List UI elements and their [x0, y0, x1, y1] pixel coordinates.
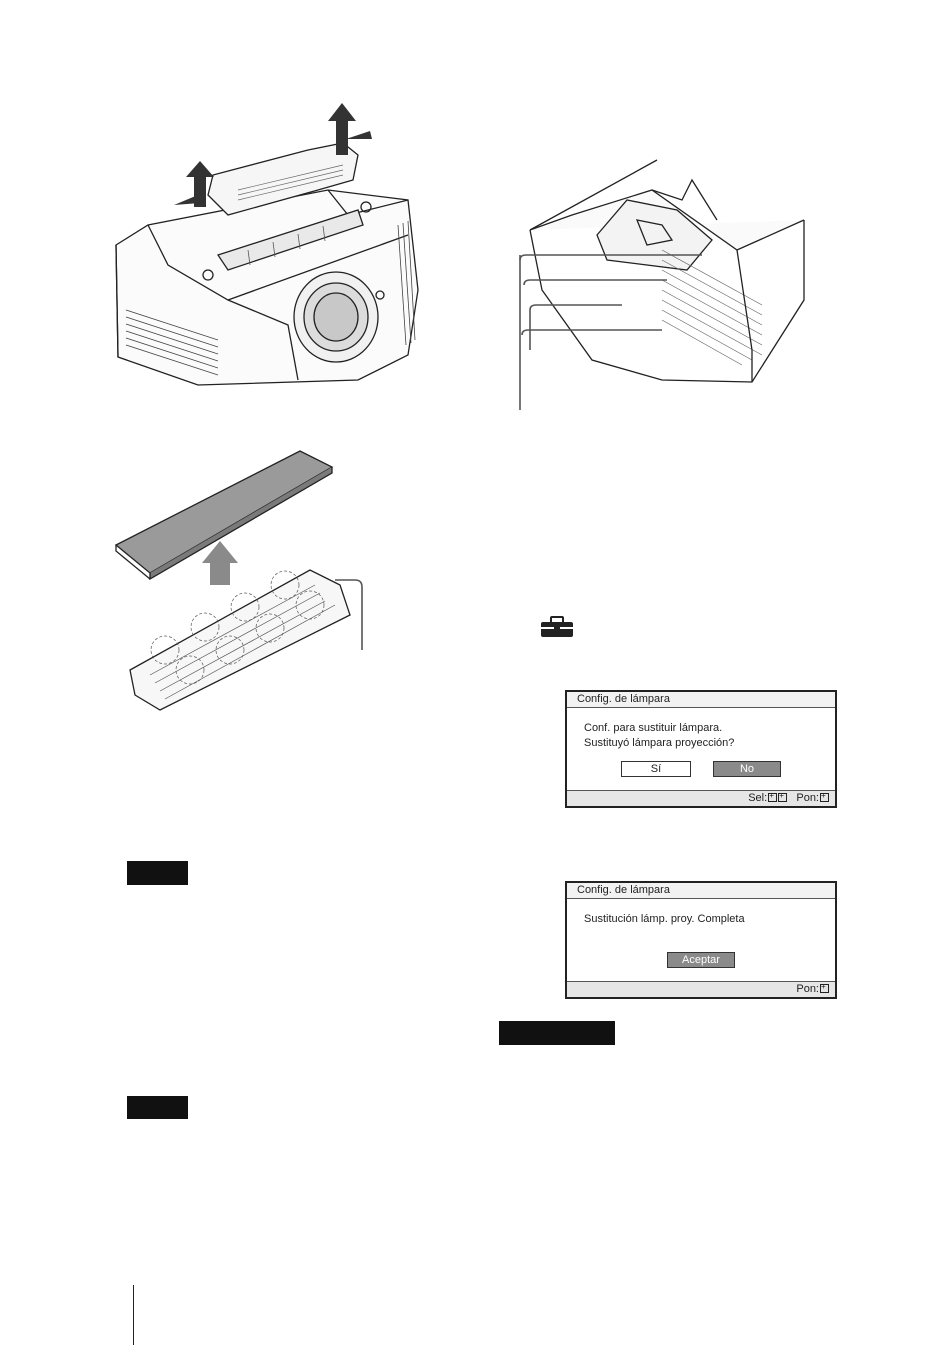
projector-cover-removal-figure [108, 95, 428, 395]
dialog-title: Config. de lámpara [577, 693, 670, 705]
enter-hint: Pon: [796, 792, 819, 804]
right-key-icon [778, 793, 787, 802]
dialog-footer [567, 981, 835, 997]
caution-label-box [499, 1021, 615, 1045]
projector-vent-figure [512, 150, 812, 415]
page-margin-rule [133, 1285, 134, 1345]
note-label-box-2 [127, 1096, 188, 1119]
left-key-icon [768, 793, 777, 802]
air-filter-figure [110, 445, 380, 725]
dialog-title-bar [567, 692, 835, 708]
select-hint: Sel: [748, 792, 768, 804]
enter-hint: Pon: [796, 983, 819, 995]
enter-key-icon [820, 984, 829, 993]
yes-button[interactable]: Sí [621, 761, 691, 777]
lamp-setting-dialog-complete [565, 881, 837, 999]
dialog-footer [567, 790, 835, 806]
toolbox-icon [539, 615, 575, 639]
dialog-message: Sustitución lámp. proy. Completa [584, 913, 745, 925]
accept-button[interactable]: Aceptar [667, 952, 735, 968]
no-button[interactable]: No [713, 761, 781, 777]
enter-key-icon [820, 793, 829, 802]
note-label-box-1 [127, 861, 188, 885]
dialog-message-line1: Conf. para sustituir lámpara. [584, 722, 723, 734]
lamp-setting-dialog-confirm [565, 690, 837, 808]
dialog-title-bar [567, 883, 835, 899]
dialog-message-line2: Sustituyó lámpara proyección? [584, 737, 735, 749]
dialog-title: Config. de lámpara [577, 884, 670, 896]
